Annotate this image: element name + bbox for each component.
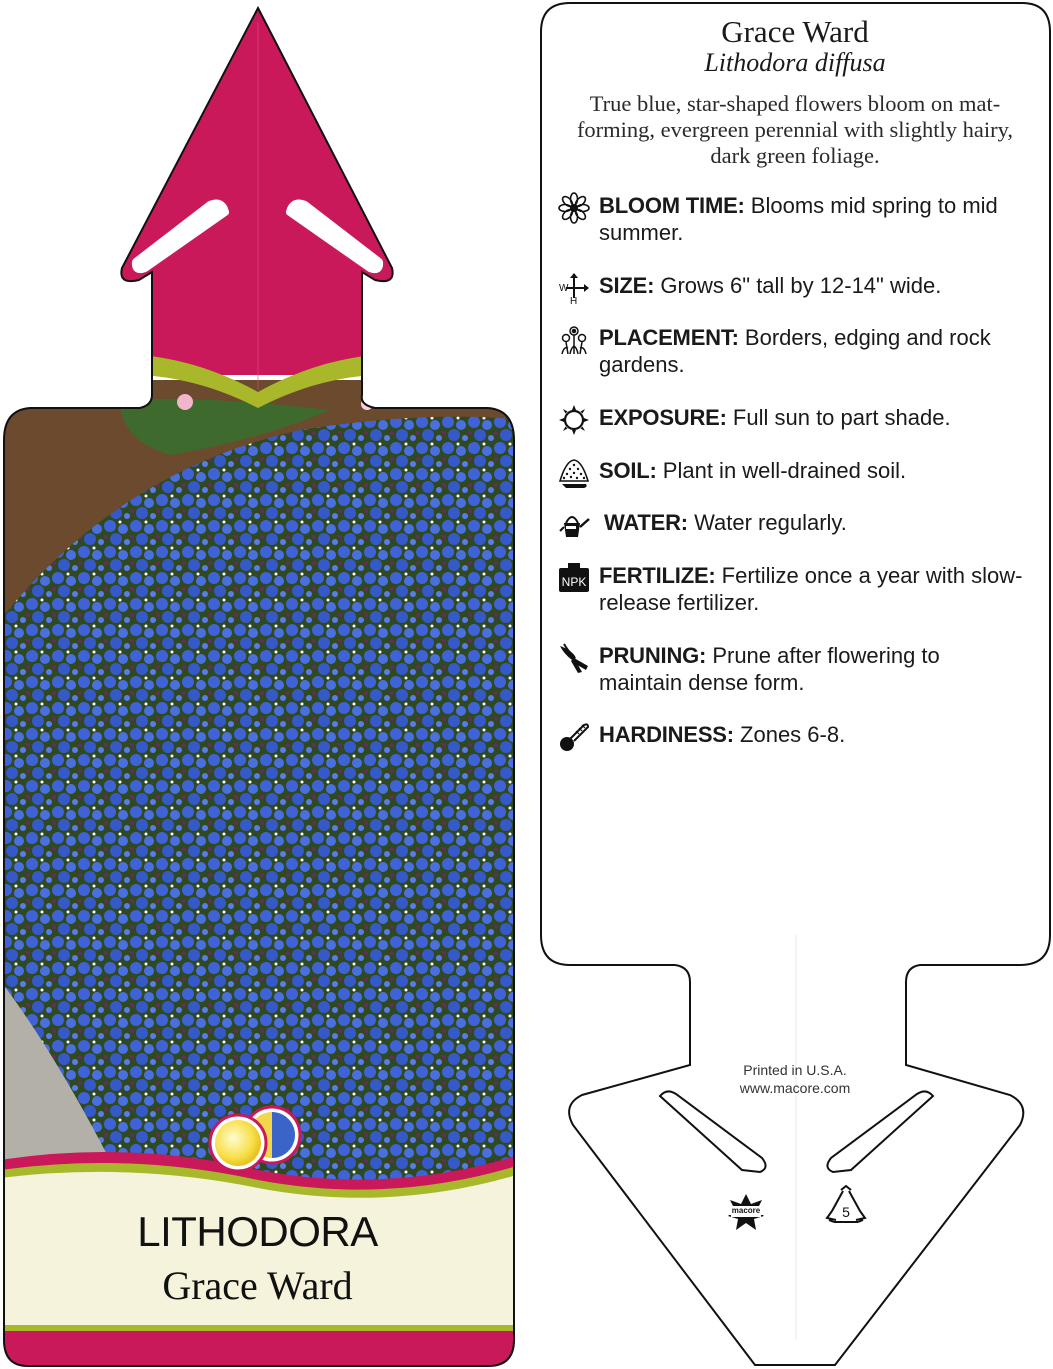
plant-photo [0, 380, 520, 1180]
care-label: SIZE: [599, 273, 655, 298]
care-text: Blooms mid spring to mid summer. [599, 193, 998, 245]
front-genus: LITHODORA [137, 1208, 378, 1255]
care-exposure [558, 404, 1028, 431]
care-hardiness [558, 721, 1028, 748]
care-pruning [558, 642, 1028, 696]
care-placement [558, 324, 1028, 378]
care-text: Fertilize once a year with slow-release fertilizer. [599, 563, 1023, 615]
printer-info [700, 1061, 890, 1097]
care-label: HARDINESS: [599, 722, 734, 747]
fertilizer-icon-text: NPK [561, 575, 587, 589]
size-icon [558, 272, 590, 304]
website: www.macore.com [739, 1080, 851, 1096]
care-label: FERTILIZE: [599, 563, 716, 588]
care-text: Water regularly. [694, 510, 847, 535]
size-icon-h: H [570, 296, 578, 304]
care-text: Zones 6-8. [740, 722, 846, 747]
front-tag [0, 0, 520, 1369]
fertilizer-icon [558, 562, 590, 594]
care-text: Full sun to part shade. [732, 405, 951, 430]
front-variety: Grace Ward [162, 1263, 353, 1308]
botanical-name: Lithodora diffusa [704, 48, 886, 77]
care-label: PRUNING: [599, 643, 707, 668]
size-icon-w: W [559, 283, 569, 294]
pruners-icon [558, 642, 590, 674]
care-label: EXPOSURE: [599, 405, 727, 430]
care-text: Prune after flowering to maintain dense form. [599, 643, 940, 695]
care-text: Plant in well-drained soil. [662, 458, 907, 483]
care-label: BLOOM TIME: [599, 193, 745, 218]
care-water [558, 509, 1028, 536]
common-name: Grace Ward [721, 14, 869, 49]
care-label: SOIL: [599, 458, 657, 483]
care-text: Grows 6" tall by 12-14" wide. [660, 273, 942, 298]
thermometer-icon [558, 721, 590, 753]
sun-icon [558, 404, 590, 436]
flower-icon [558, 192, 590, 224]
soil-icon [558, 457, 590, 489]
care-bloom-time [558, 192, 1028, 246]
care-size [558, 272, 1028, 304]
placement-icon [558, 324, 590, 356]
printed-in: Printed in U.S.A. [743, 1062, 847, 1078]
watering-can-icon [558, 509, 590, 541]
macore-wordmark: macore [726, 1206, 766, 1215]
care-fertilize [558, 562, 1028, 616]
care-label: WATER: [604, 510, 688, 535]
care-text: Borders, edging and rock gardens. [599, 325, 991, 377]
care-label: PLACEMENT: [599, 325, 739, 350]
description: True blue, star-shaped flowers bloom on mat-forming, evergreen perennial with slightly hairy, dark green foliage. [576, 91, 1014, 168]
care-soil [558, 457, 1028, 484]
recycle-code: 5 [842, 1204, 850, 1220]
